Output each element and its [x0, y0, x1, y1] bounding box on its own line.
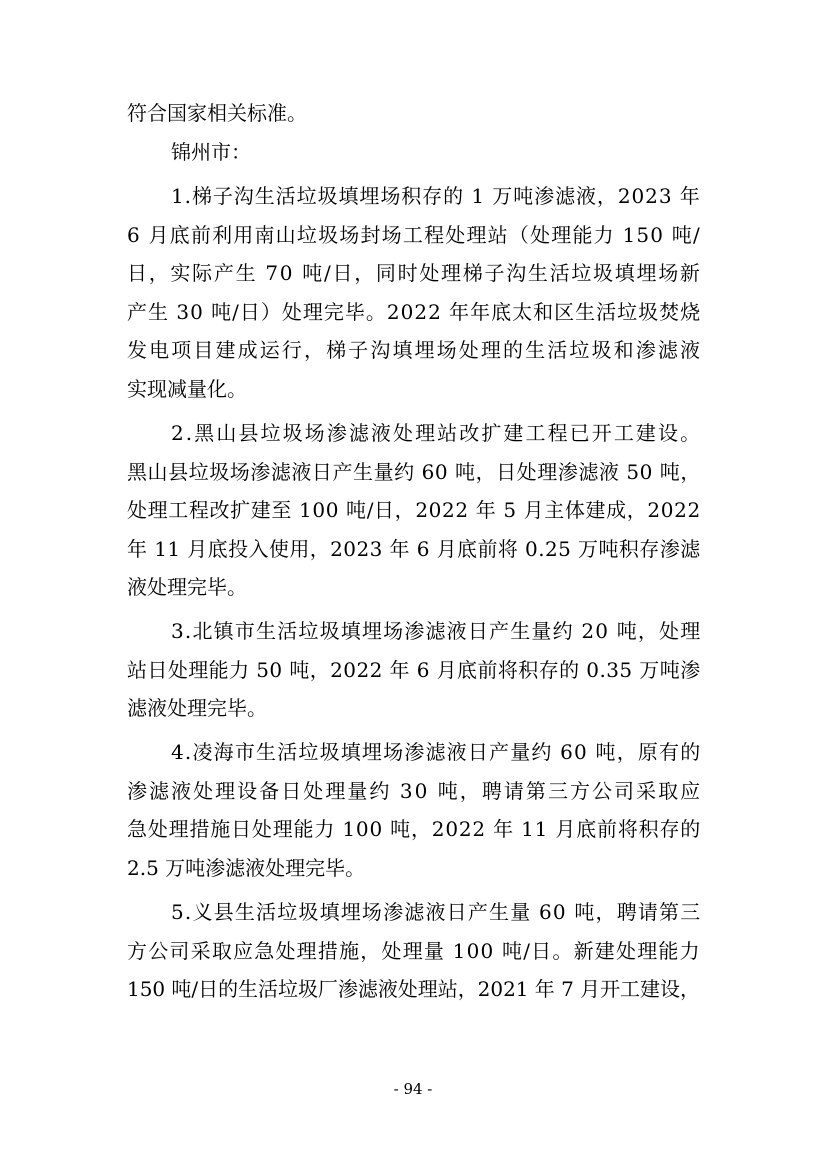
text-line: 黑山县垃圾场渗滤液日产生量约 60 吨，日处理渗滤液 50 吨，: [127, 460, 701, 484]
text-line: 150 吨/日的生活垃圾厂渗滤液处理站，2021 年 7 月开工建设，: [127, 977, 700, 1001]
text-line: 日，实际产生 70 吨/日，同时处理梯子沟生活垃圾填埋场新: [127, 261, 702, 285]
text-line: 发电项目建成运行，梯子沟填埋场处理的生活垃圾和渗滤液: [127, 338, 703, 362]
text-line: 3.北镇市生活垃圾填埋场渗滤液日产生量约 20 吨，处理: [171, 619, 702, 643]
text-line: 5.义县生活垃圾填埋场渗滤液日产生量 60 吨，聘请第三: [171, 900, 702, 924]
text-line: 处理工程改扩建至 100 吨/日，2022 年 5 月主体建成，2022: [127, 498, 701, 522]
text-line: 滤液处理完毕。: [127, 696, 267, 720]
text-line: 液处理完毕。: [127, 575, 247, 599]
text-line: 1.梯子沟生活垃圾填埋场积存的 1 万吨渗滤液，2023 年: [171, 184, 701, 208]
text-line: 6 月底前利用南山垃圾场封场工程处理站（处理能力 150 吨/: [127, 223, 701, 247]
text-line: 2.黑山县垃圾场渗滤液处理站改扩建工程已开工建设。: [171, 421, 703, 445]
text-line: 锦州市：: [171, 140, 251, 164]
text-line: 4.凌海市生活垃圾填埋场渗滤液日产量约 60 吨，原有的: [171, 740, 702, 764]
page-number: - 94 -: [393, 1080, 433, 1098]
text-line: 站日处理能力 50 吨，2022 年 6 月底前将积存的 0.35 万吨渗: [127, 658, 701, 682]
text-line: 渗滤液处理设备日处理量约 30 吨，聘请第三方公司采取应: [127, 779, 703, 803]
text-line: 产生 30 吨/日）处理完毕。2022 年年底太和区生活垃圾焚烧: [127, 300, 702, 324]
text-line: 年 11 月底投入使用，2023 年 6 月底前将 0.25 万吨积存渗滤: [127, 537, 701, 561]
text-line: 急处理措施日处理能力 100 吨，2022 年 11 月底前将积存的: [127, 817, 702, 841]
text-line: 符合国家相关标准。: [127, 101, 307, 125]
text-line: 实现减量化。: [127, 377, 247, 401]
text-line: 方公司采取应急处理措施，处理量 100 吨/日。新建处理能力: [127, 939, 701, 963]
text-line: 2.5 万吨渗滤液处理完毕。: [127, 856, 366, 880]
